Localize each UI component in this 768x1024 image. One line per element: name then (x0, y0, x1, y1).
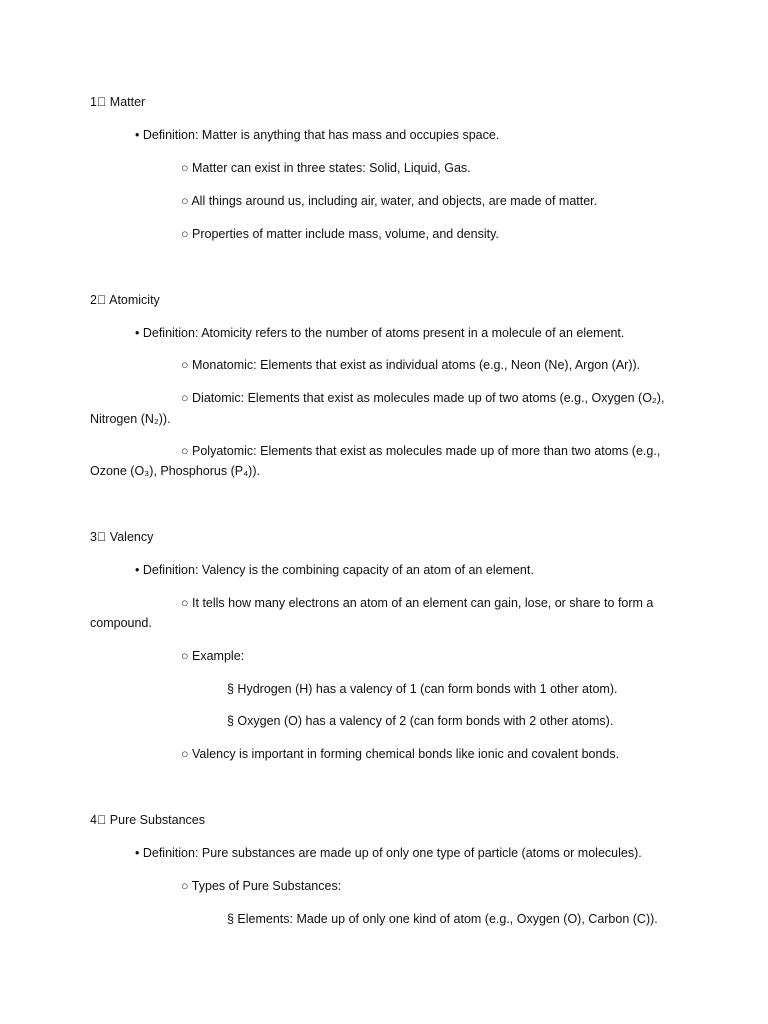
sub-list-item: § Elements: Made up of only one kind of atom (e.g., Oxygen (O), Carbon (C)). (227, 912, 658, 926)
list-item: ○ Polyatomic: Elements that exist as molecules made up of more than two atoms (e.g., (181, 444, 661, 458)
list-item: ○ Matter can exist in three states: Solid, Liquid, Gas. (181, 161, 471, 175)
sub-list-item: § Oxygen (O) has a valency of 2 (can form bonds with 2 other atoms). (227, 714, 614, 728)
list-item-continuation: Nitrogen (N₂)). (90, 412, 171, 426)
list-item-continuation: Ozone (O₃), Phosphorus (P₄)). (90, 464, 260, 478)
list-item: ○ Example: (181, 649, 245, 663)
section-heading-pure-substances: 4⃣ Pure Substances (90, 813, 205, 827)
list-item: ○ Monatomic: Elements that exist as individual atoms (e.g., Neon (Ne), Argon (Ar)). (181, 358, 641, 372)
definition-matter: • Definition: Matter is anything that has mass and occupies space. (135, 128, 500, 142)
sub-list-item: § Hydrogen (H) has a valency of 1 (can form bonds with 1 other atom). (227, 682, 618, 696)
list-item: ○ Properties of matter include mass, volume, and density. (181, 227, 499, 241)
list-item: ○ Diatomic: Elements that exist as molecules made up of two atoms (e.g., Oxygen (O₂), (181, 391, 665, 405)
section-heading-matter: 1⃣ Matter (90, 95, 146, 109)
list-item: ○ Types of Pure Substances: (181, 879, 342, 893)
definition-valency: • Definition: Valency is the combining capacity of an atom of an element. (135, 563, 534, 577)
definition-pure-substances: • Definition: Pure substances are made up of only one type of particle (atoms or molecules). (135, 846, 642, 860)
list-item: ○ Valency is important in forming chemical bonds like ionic and covalent bonds. (181, 747, 620, 761)
list-item-continuation: compound. (90, 616, 152, 630)
list-item: ○ It tells how many electrons an atom of an element can gain, lose, or share to form a (181, 596, 654, 610)
list-item: ○ All things around us, including air, water, and objects, are made of matter. (181, 194, 598, 208)
section-heading-valency: 3⃣ Valency (90, 530, 154, 544)
definition-atomicity: • Definition: Atomicity refers to the number of atoms present in a molecule of an element. (135, 326, 625, 340)
section-heading-atomicity: 2⃣ Atomicity (90, 293, 160, 307)
